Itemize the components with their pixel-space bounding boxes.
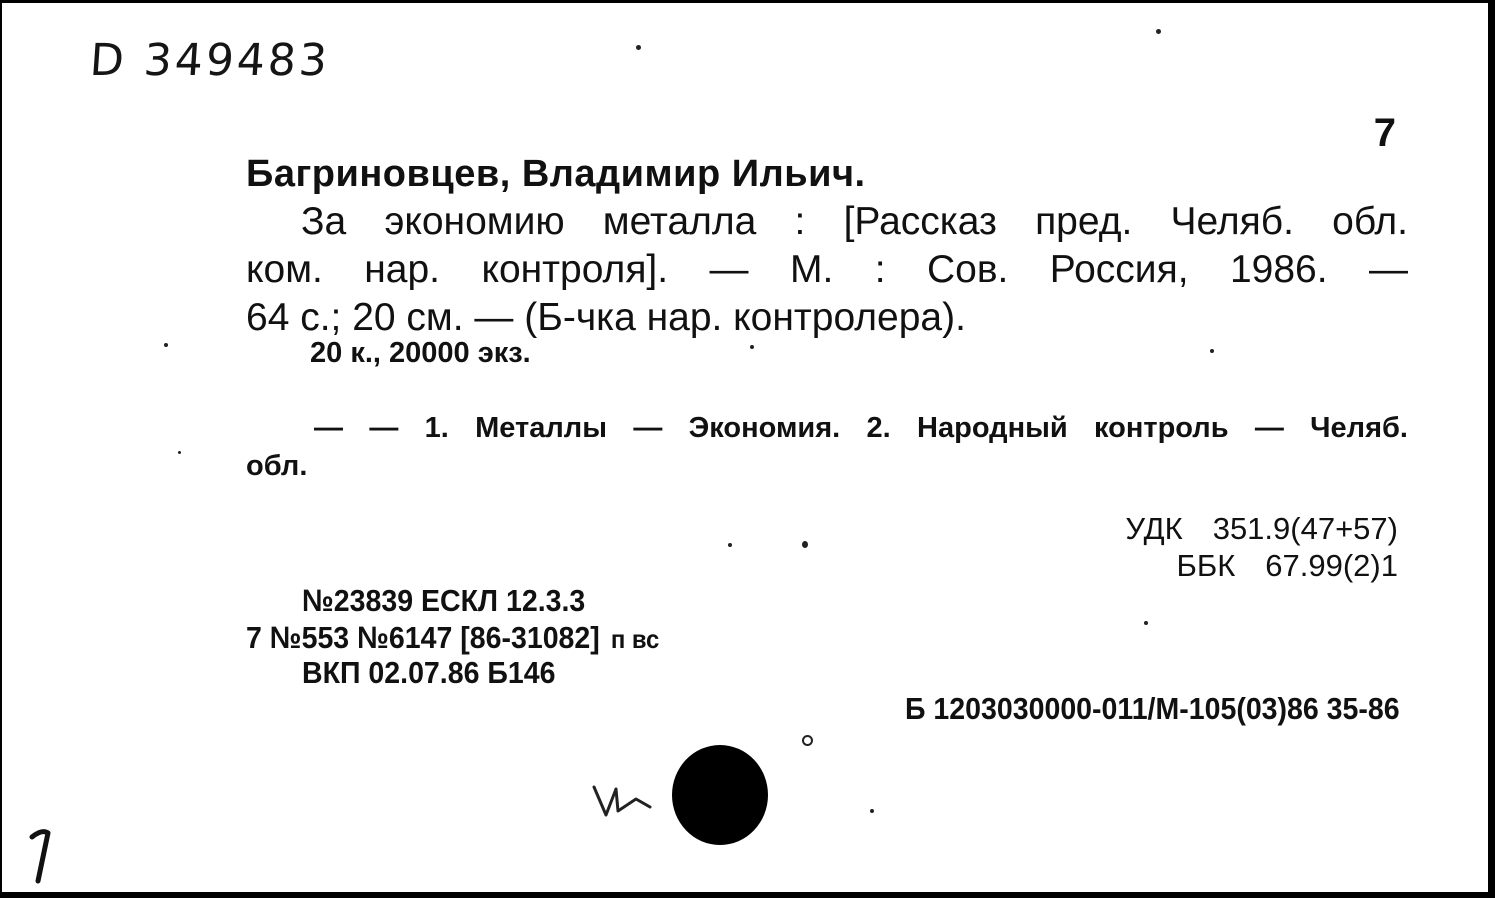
inventory-number: D 349483 (88, 35, 332, 86)
bbk-label: ББК (1176, 548, 1236, 583)
description-line: За экономию металла : [Рассказ пред. Челяб. обл. (301, 200, 1408, 243)
service-line (246, 620, 659, 656)
scan-speck (728, 543, 732, 547)
bbk-code (1177, 548, 1398, 584)
description-line: 64 с.; 20 см. — (Б-чка нар. контролера). (246, 296, 966, 339)
bbk-value: 67.99(2)1 (1265, 548, 1398, 583)
udk-value: 351.9(47+57) (1212, 511, 1398, 546)
scan-speck (802, 735, 813, 746)
price-and-print-run: 20 к., 20000 экз. (310, 337, 531, 369)
udk-label: УДК (1125, 511, 1183, 546)
service-line-text: 7 №553 №6147 [86-31082] (246, 620, 600, 655)
scan-speck (636, 45, 641, 50)
subject-headings (246, 409, 1408, 485)
scan-speck (164, 343, 168, 347)
subject-line: обл. (246, 450, 308, 482)
handwritten-initials-mark (590, 781, 662, 821)
udk-code (1125, 511, 1398, 547)
subject-line: — — 1. Металлы — Экономия. 2. Народный контроль — Челяб. (314, 412, 1408, 444)
description-line: ком. нар. контроля]. — М. : Сов. Россия, 1986. — (246, 248, 1408, 291)
bibliographic-description (246, 198, 1408, 342)
author-heading: Багриновцев, Владимир Ильич. (246, 153, 866, 195)
scan-speck (1144, 621, 1148, 625)
service-line: №23839 ЕСКЛ 12.3.3 (302, 583, 586, 618)
book-code: Б 1203030000-011/М-105(03)86 35-86 (905, 691, 1400, 726)
service-line-suffix: п вс (610, 624, 660, 654)
scan-speck (802, 541, 808, 548)
scan-speck (1210, 349, 1214, 353)
punch-hole (672, 745, 768, 845)
scan-speck (178, 451, 181, 454)
page-number: 7 (1373, 111, 1396, 155)
handwritten-margin-mark (24, 825, 60, 885)
scan-speck (750, 345, 754, 349)
scan-speck (1156, 29, 1161, 34)
scan-speck (870, 809, 874, 813)
service-line: ВКП 02.07.86 Б146 (302, 655, 556, 690)
